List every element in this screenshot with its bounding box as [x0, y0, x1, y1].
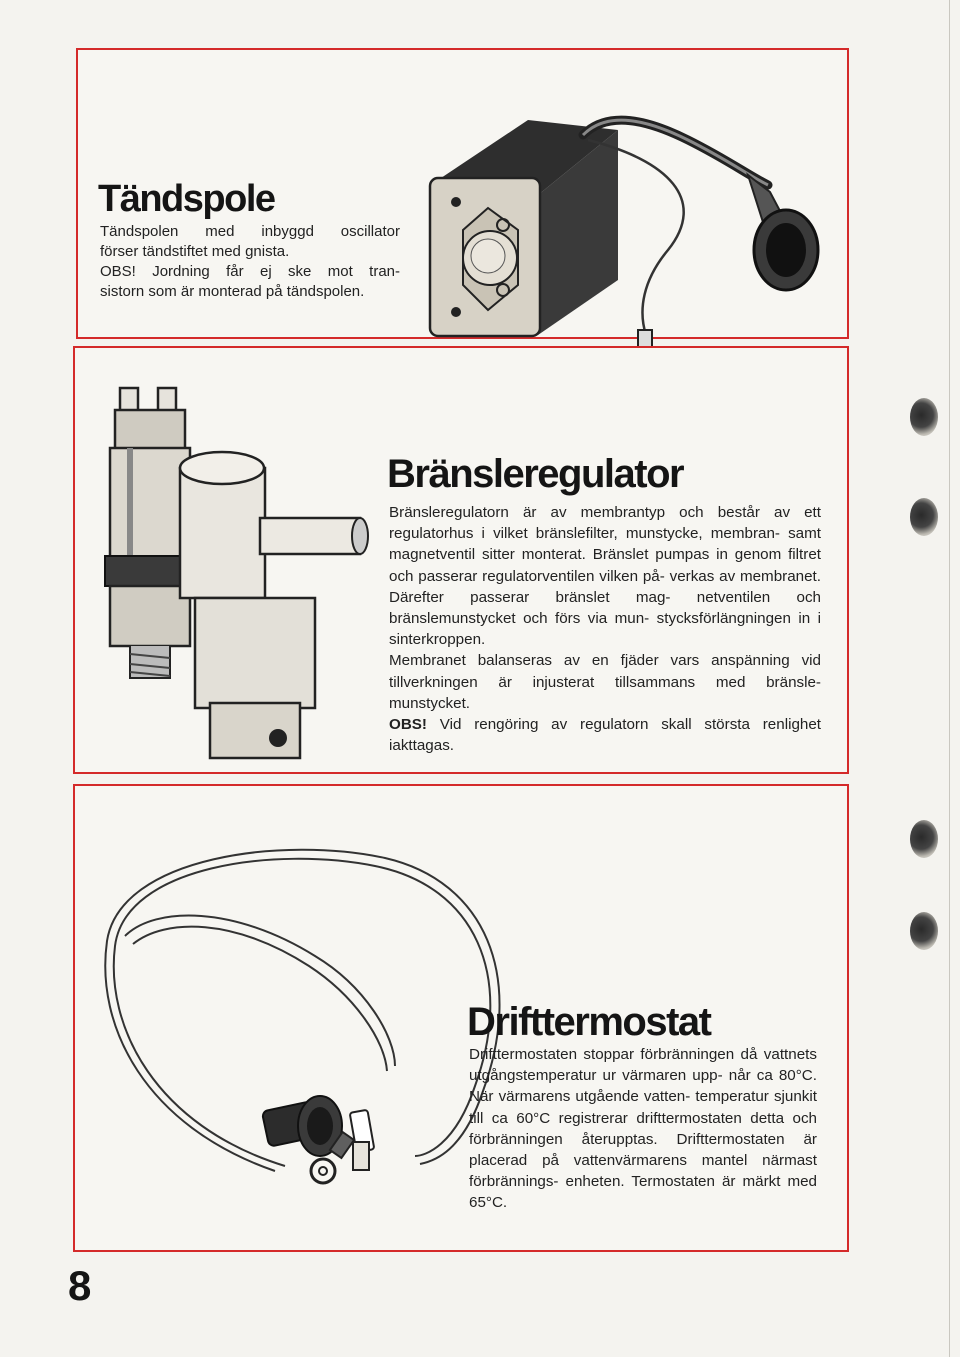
tandspole-title: Tändspole: [98, 178, 275, 220]
bransleregulator-title: Bränsleregulator: [387, 452, 684, 496]
tandspole-line-3: OBS! Jordning får ej ske mot tran-: [100, 263, 400, 280]
page-edge-line: [949, 0, 950, 1357]
bransleregulator-text: [389, 502, 821, 756]
page-number: 8: [68, 1262, 91, 1309]
bransleregulator-note: [389, 714, 821, 756]
binder-hole-4: [910, 912, 938, 950]
obs-text: Vid rengöring av regulatorn skall största renlighet iakttagas.: [389, 716, 821, 755]
binder-hole-1: [910, 398, 938, 436]
drifttermostat-title: Drifttermostat: [467, 1000, 711, 1044]
tandspole-line-1: Tändspolen med inbyggd oscillator: [100, 223, 400, 240]
tandspole-panel: [76, 48, 849, 339]
obs-label: OBS!: [389, 716, 427, 734]
binder-hole-3: [910, 820, 938, 858]
fuel-regulator-drawing: [100, 358, 370, 768]
drifttermostat-text: [469, 1044, 817, 1214]
tandspole-line-4: sistorn som är monterad på tändspolen.: [100, 283, 365, 300]
ignition-coil-drawing: [418, 80, 838, 370]
tandspole-line-2: förser tändstiftet med gnista.: [100, 243, 290, 260]
binder-hole-2: [910, 498, 938, 536]
tandspole-text: [100, 222, 400, 302]
thermostat-drawing: [95, 826, 515, 1226]
bransleregulator-panel: [73, 346, 849, 774]
drifttermostat-paragraph: Drifttermostaten stoppar förbränningen då vattnets utgångstemperatur ur värmaren upp- når ca 80°C. När värmarens utgående vatten- temperatur sjunkit till ca 60°C registrerar drifttermostaten detta och förbränningen återupptas. Drifttermostaten är placerad på vattenvärmarens mantel närmast förbrännings- enheten. Termostaten är märkt med 65°C.: [469, 1046, 817, 1212]
bransleregulator-paragraph-1: Bränsleregulatorn är av membrantyp och består av ett regulatorhus i vilket bränslefilter, munstycke, membran- samt magnetventil sitter monterat. Bränslet pumpas in genom filtret och passerar regulatorventilen vilken på- verkas av membranet. Därefter passerar bränslet mag- netventilen och bränslemunstycket och förs via mun- stycksförlängningen in i sinterkroppen.: [389, 504, 821, 649]
drifttermostat-panel: [73, 784, 849, 1252]
bransleregulator-paragraph-2: Membranet balanseras av en fjäder vars anspänning vid tillverkningen är injusterat tillsammans med bränsle- munstycket.: [389, 652, 821, 712]
